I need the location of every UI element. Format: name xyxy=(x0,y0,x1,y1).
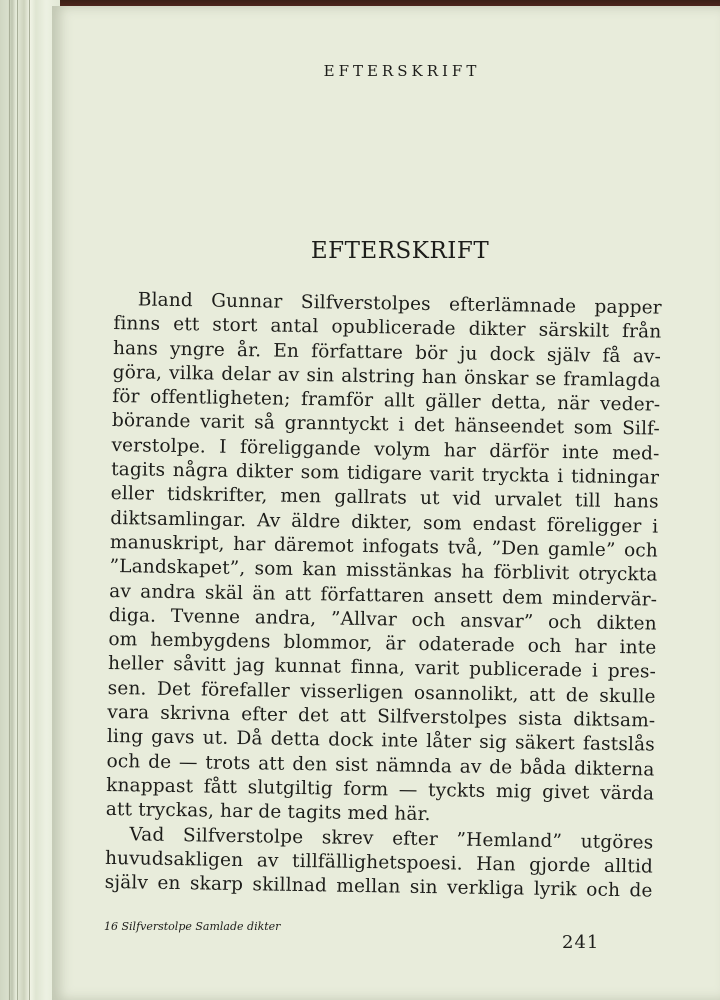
page xyxy=(52,6,720,1000)
text-line: sen. Det förefaller visserligen osannolikt, att de skulle xyxy=(107,677,656,708)
text-line: hans yngre år. En författare bör ju dock själv få av- xyxy=(112,337,662,368)
chapter-title: EFTERSKRIFT xyxy=(310,238,490,264)
text-line: för offentligheten; framför allt gäller detta, när veder- xyxy=(112,386,661,416)
text-line: själv en skarp skillnad mellan sin verkliga lyrik och de xyxy=(104,872,653,902)
text-line: att tryckas, har de tagits med här. xyxy=(105,799,431,826)
text-line: verstolpe. I föreliggande volym har därför inte med- xyxy=(111,434,660,465)
page-edge-line xyxy=(9,0,10,1000)
body-text xyxy=(104,288,661,904)
page-edge-line xyxy=(17,0,18,1000)
page-edge-line xyxy=(29,0,30,1000)
text-line: och de — trots att den sist nämnda av de båda dikterna xyxy=(106,750,655,781)
text-line: diktsamlingar. Av äldre dikter, som endast föreligger i xyxy=(110,507,659,538)
text-line: knappast fått slutgiltig form — tyckts mig givet värda xyxy=(106,774,655,805)
text-line: av andra skäl än att författaren ansett dem mindervär- xyxy=(109,580,658,611)
text-line: diga. Tvenne andra, ”Allvar och ansvar” och dikten xyxy=(108,604,657,635)
text-line: vara skrivna efter det att Silfverstolpes sista diktsam- xyxy=(107,701,656,732)
text-line: eller tidskrifter, men gallrats ut vid urvalet till hans xyxy=(110,483,659,513)
text-line: Vad Silfverstolpe skrev efter ”Hemland” utgöres xyxy=(129,823,654,854)
text-line: om hembygdens blommor, är odaterade och har inte xyxy=(108,629,657,659)
text-line: heller såvitt jag kunnat finna, varit publicerade i pres- xyxy=(107,653,657,684)
text-line: Bland Gunnar Silfverstolpes efterlämnade papper xyxy=(137,289,662,319)
text-line: finns ett stort antal opublicerade dikter särskilt från xyxy=(113,313,662,343)
text-line: ling gavs ut. Då detta dock inte låter sig säkert fastslås xyxy=(106,726,656,756)
page-stack-edges xyxy=(0,0,60,1000)
text-line: ”Landskapet”, som kan misstänkas ha förblivit otryckta xyxy=(109,556,658,586)
page-number: 241 xyxy=(562,932,600,953)
text-line: göra, vilka delar av sin alstring han önskar se framlagda xyxy=(112,361,661,392)
signature-mark: 16 Silfverstolpe Samlade dikter xyxy=(104,920,281,933)
running-head: EFTERSKRIFT xyxy=(323,62,481,80)
text-line: börande varit så granntyckt i det hänseendet som Silf- xyxy=(111,410,661,441)
text-line: huvudsakligen av tillfällighetspoesi. Han gjorde alltid xyxy=(104,847,654,878)
text-line: tagits några dikter som tidigare varit tryckta i tidningar xyxy=(110,459,660,489)
text-line: manuskript, har däremot infogats två, ”Den gamle” och xyxy=(109,531,659,562)
